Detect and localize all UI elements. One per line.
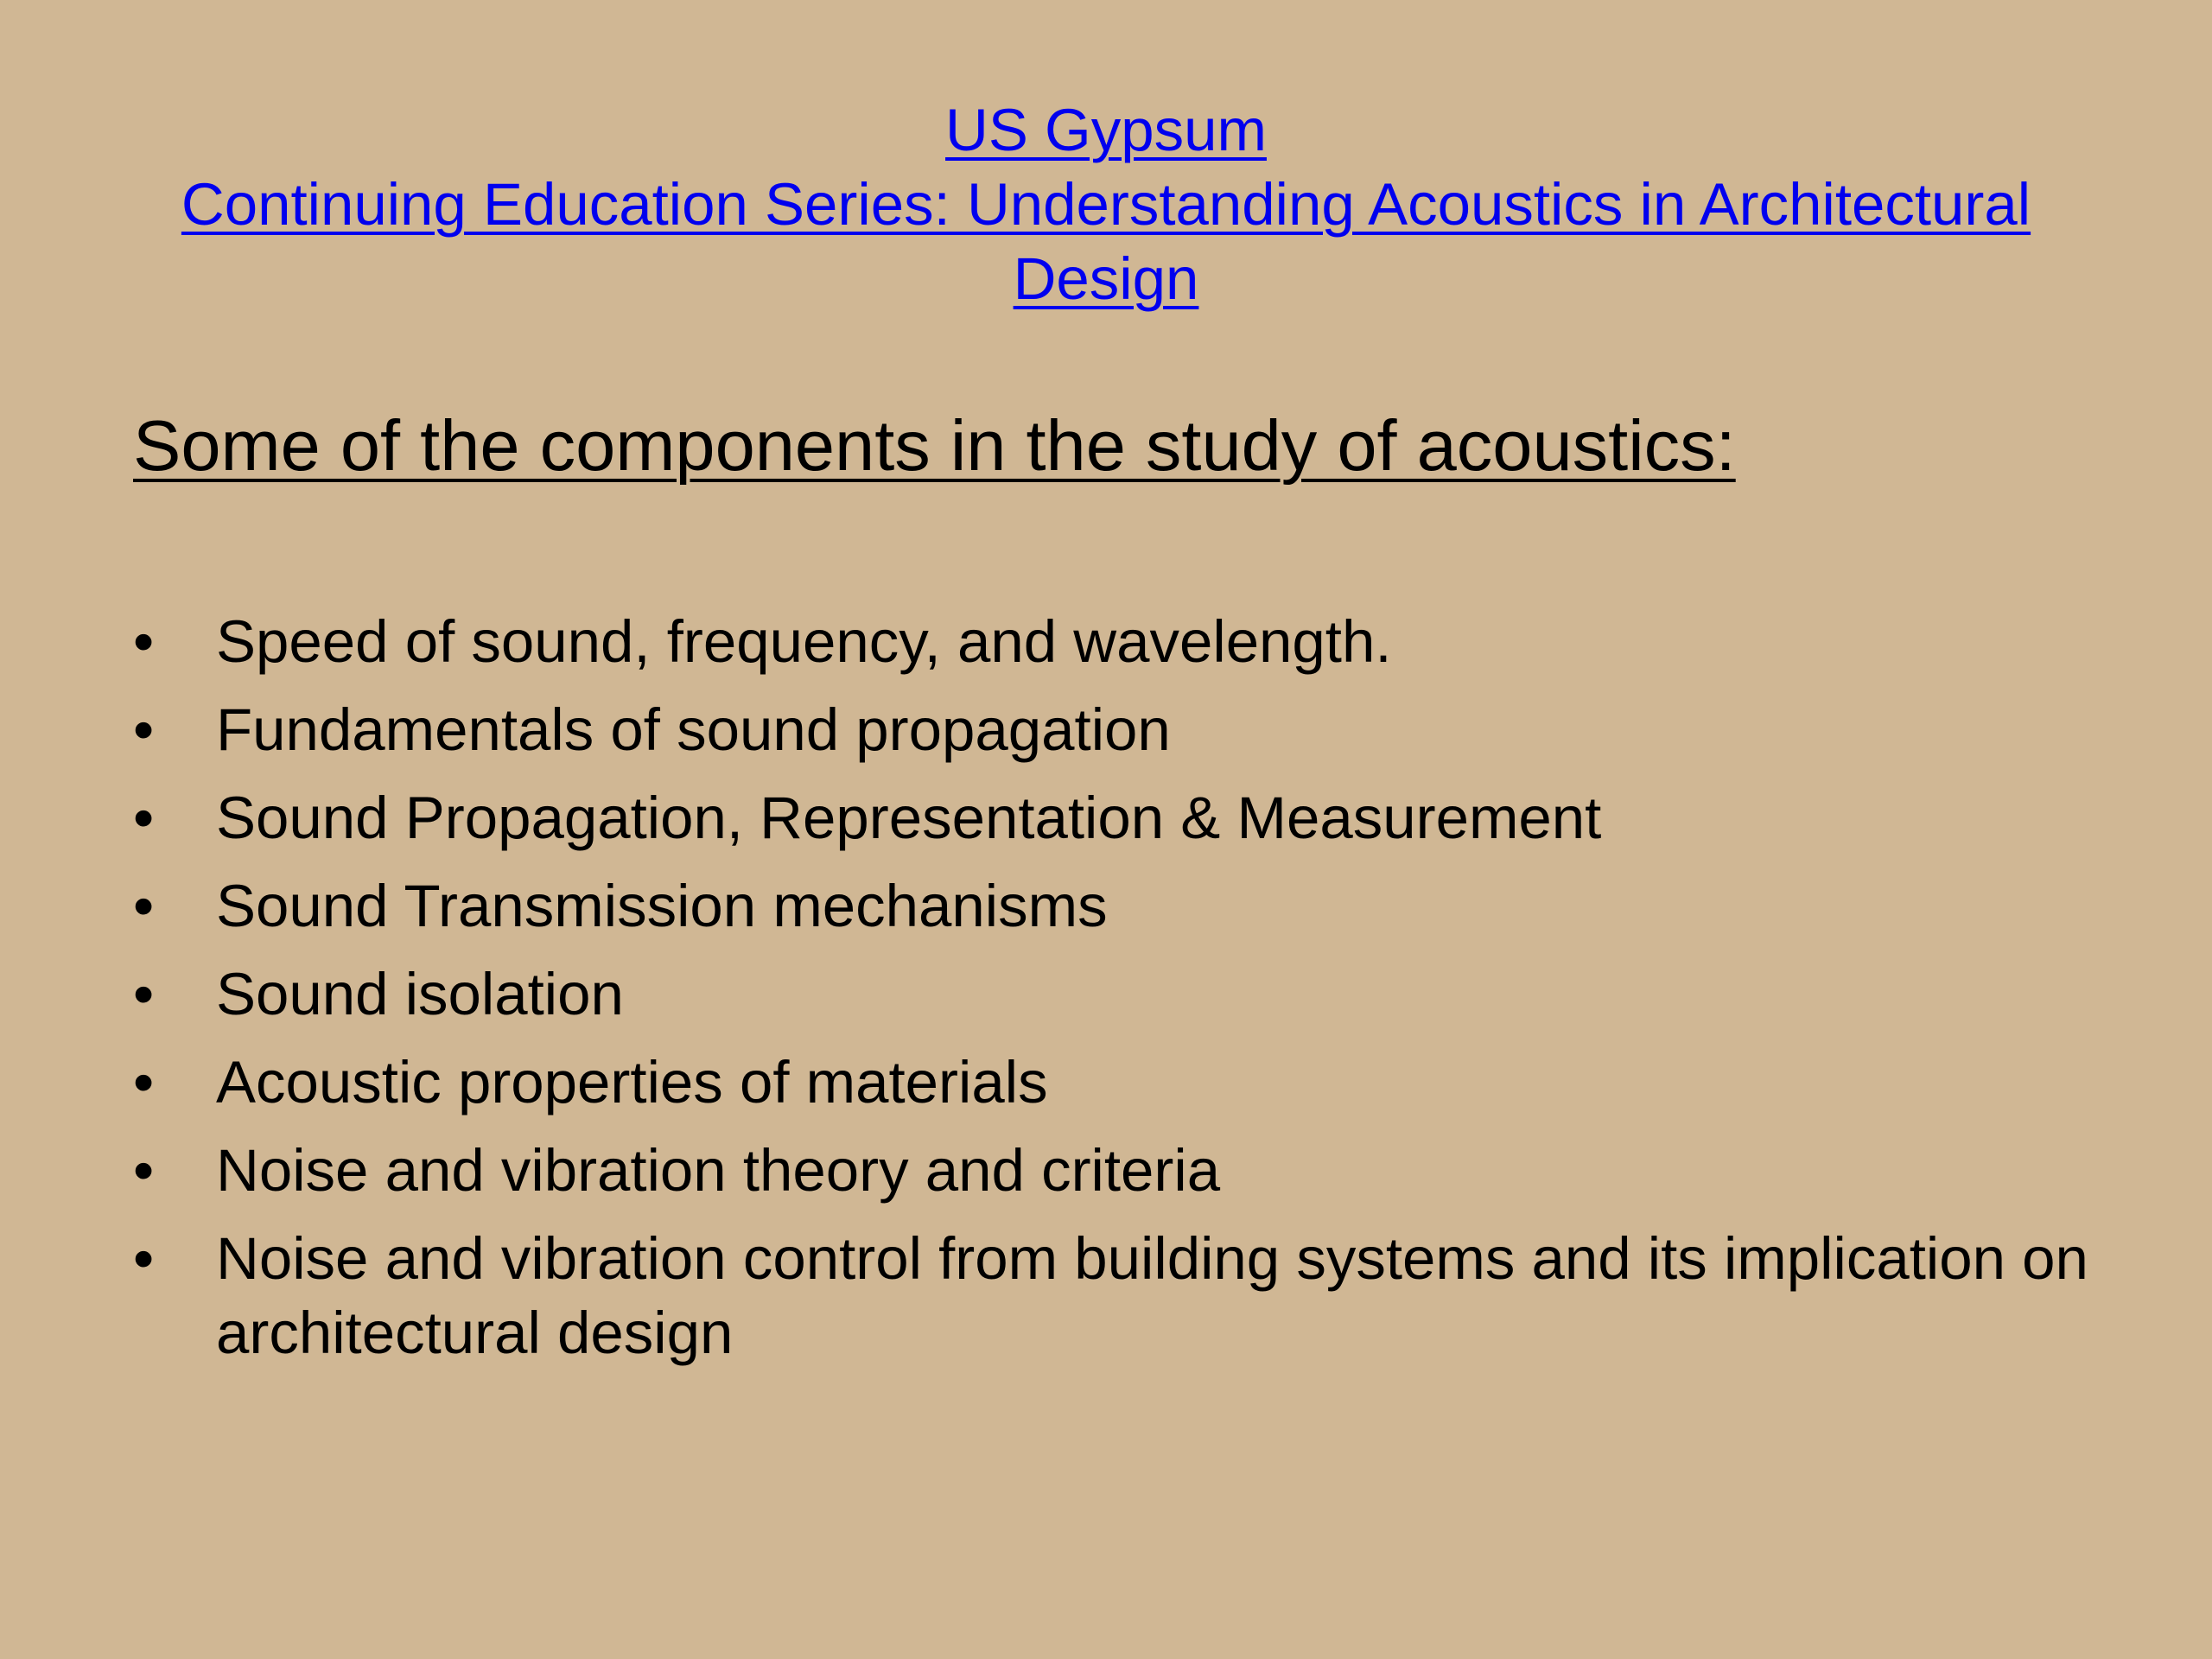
bullet-icon: • (133, 608, 155, 675)
bullet-icon: • (133, 696, 155, 763)
list-item-text: Sound isolation (216, 961, 624, 1027)
title-link-us-gypsum[interactable]: US Gypsum (945, 97, 1267, 163)
section-heading: Some of the components in the study of acoustics: (133, 405, 1736, 486)
list-item-text: Sound Propagation, Representation & Measurement (216, 785, 1602, 851)
list-item (133, 1134, 2120, 1208)
list-item (133, 781, 2120, 855)
list-item (133, 1046, 2120, 1120)
bullet-icon: • (133, 873, 155, 939)
bullet-icon: • (133, 1225, 155, 1292)
list-item (133, 957, 2120, 1032)
list-item-text: Noise and vibration theory and criteria (216, 1137, 1221, 1204)
list-item (133, 1222, 2120, 1370)
bullet-icon: • (133, 1137, 155, 1204)
list-item (133, 869, 2120, 944)
list-item-text: Acoustic properties of materials (216, 1049, 1048, 1116)
list-item-text: Fundamentals of sound propagation (216, 696, 1171, 763)
bullet-icon: • (133, 1049, 155, 1116)
list-item-text: Noise and vibration control from building systems and its implication on architectural design (216, 1225, 2088, 1366)
list-item-text: Sound Transmission mechanisms (216, 873, 1108, 939)
bullet-icon: • (133, 961, 155, 1027)
list-item (133, 693, 2120, 767)
topic-list (133, 605, 2120, 1384)
title-link-series[interactable]: Continuing Education Series: Understanding Acoustics in Architectural Design (181, 171, 2031, 312)
slide-title (86, 93, 2126, 316)
list-item-text: Speed of sound, frequency, and wavelength. (216, 608, 1392, 675)
list-item (133, 605, 2120, 679)
bullet-icon: • (133, 785, 155, 851)
